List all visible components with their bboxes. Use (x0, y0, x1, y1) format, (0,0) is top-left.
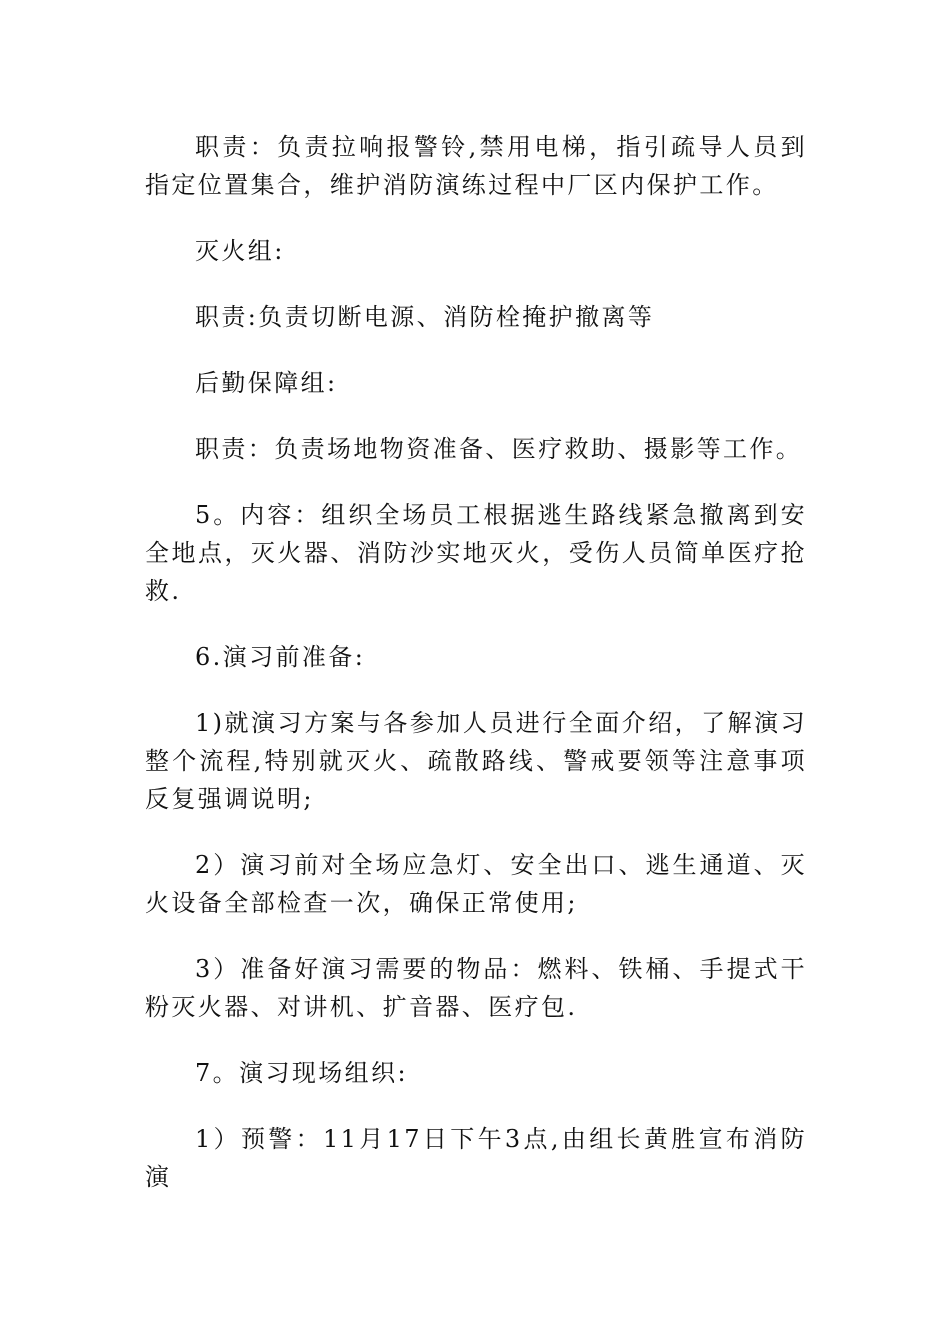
paragraph-early-warning: 1）预警：11月17日下午3点,由组长黄胜宣布消防演 (145, 1125, 807, 1191)
heading-fire-fighting-group: 灭火组: (195, 237, 285, 265)
paragraph-preparation-item-1: 1)就演习方案与各参加人员进行全面介绍，了解演习整个流程,特别就灭火、疏散路线、警戒要领等注意事项反复强调说明; (145, 709, 807, 813)
document-body (145, 128, 807, 1224)
heading-site-organization: 7。演习现场组织: (195, 1059, 408, 1087)
paragraph-preparation-item-3: 3）准备好演习需要的物品：燃料、铁桶、手提式干粉灭火器、对讲机、扩音器、医疗包. (145, 955, 807, 1021)
paragraph-alarm-duties: 职责：负责拉响报警铃,禁用电梯，指引疏导人员到指定位置集合，维护消防演练过程中厂区内保护工作。 (145, 133, 807, 199)
paragraph-drill-content: 5。内容：组织全场员工根据逃生路线紧急撤离到安全地点，灭火器、消防沙实地灭火，受伤人员简单医疗抢救. (145, 501, 807, 605)
paragraph-logistics-duties: 职责：负责场地物资准备、医疗救助、摄影等工作。 (195, 435, 803, 463)
heading-drill-preparation: 6.演习前准备: (195, 643, 366, 671)
paragraph-fire-fighting-duties: 职责:负责切断电源、消防栓掩护撤离等 (195, 303, 655, 331)
heading-logistics-group: 后勤保障组: (195, 369, 338, 397)
paragraph-preparation-item-2: 2）演习前对全场应急灯、安全出口、逃生通道、灭火设备全部检查一次，确保正常使用; (145, 851, 807, 917)
